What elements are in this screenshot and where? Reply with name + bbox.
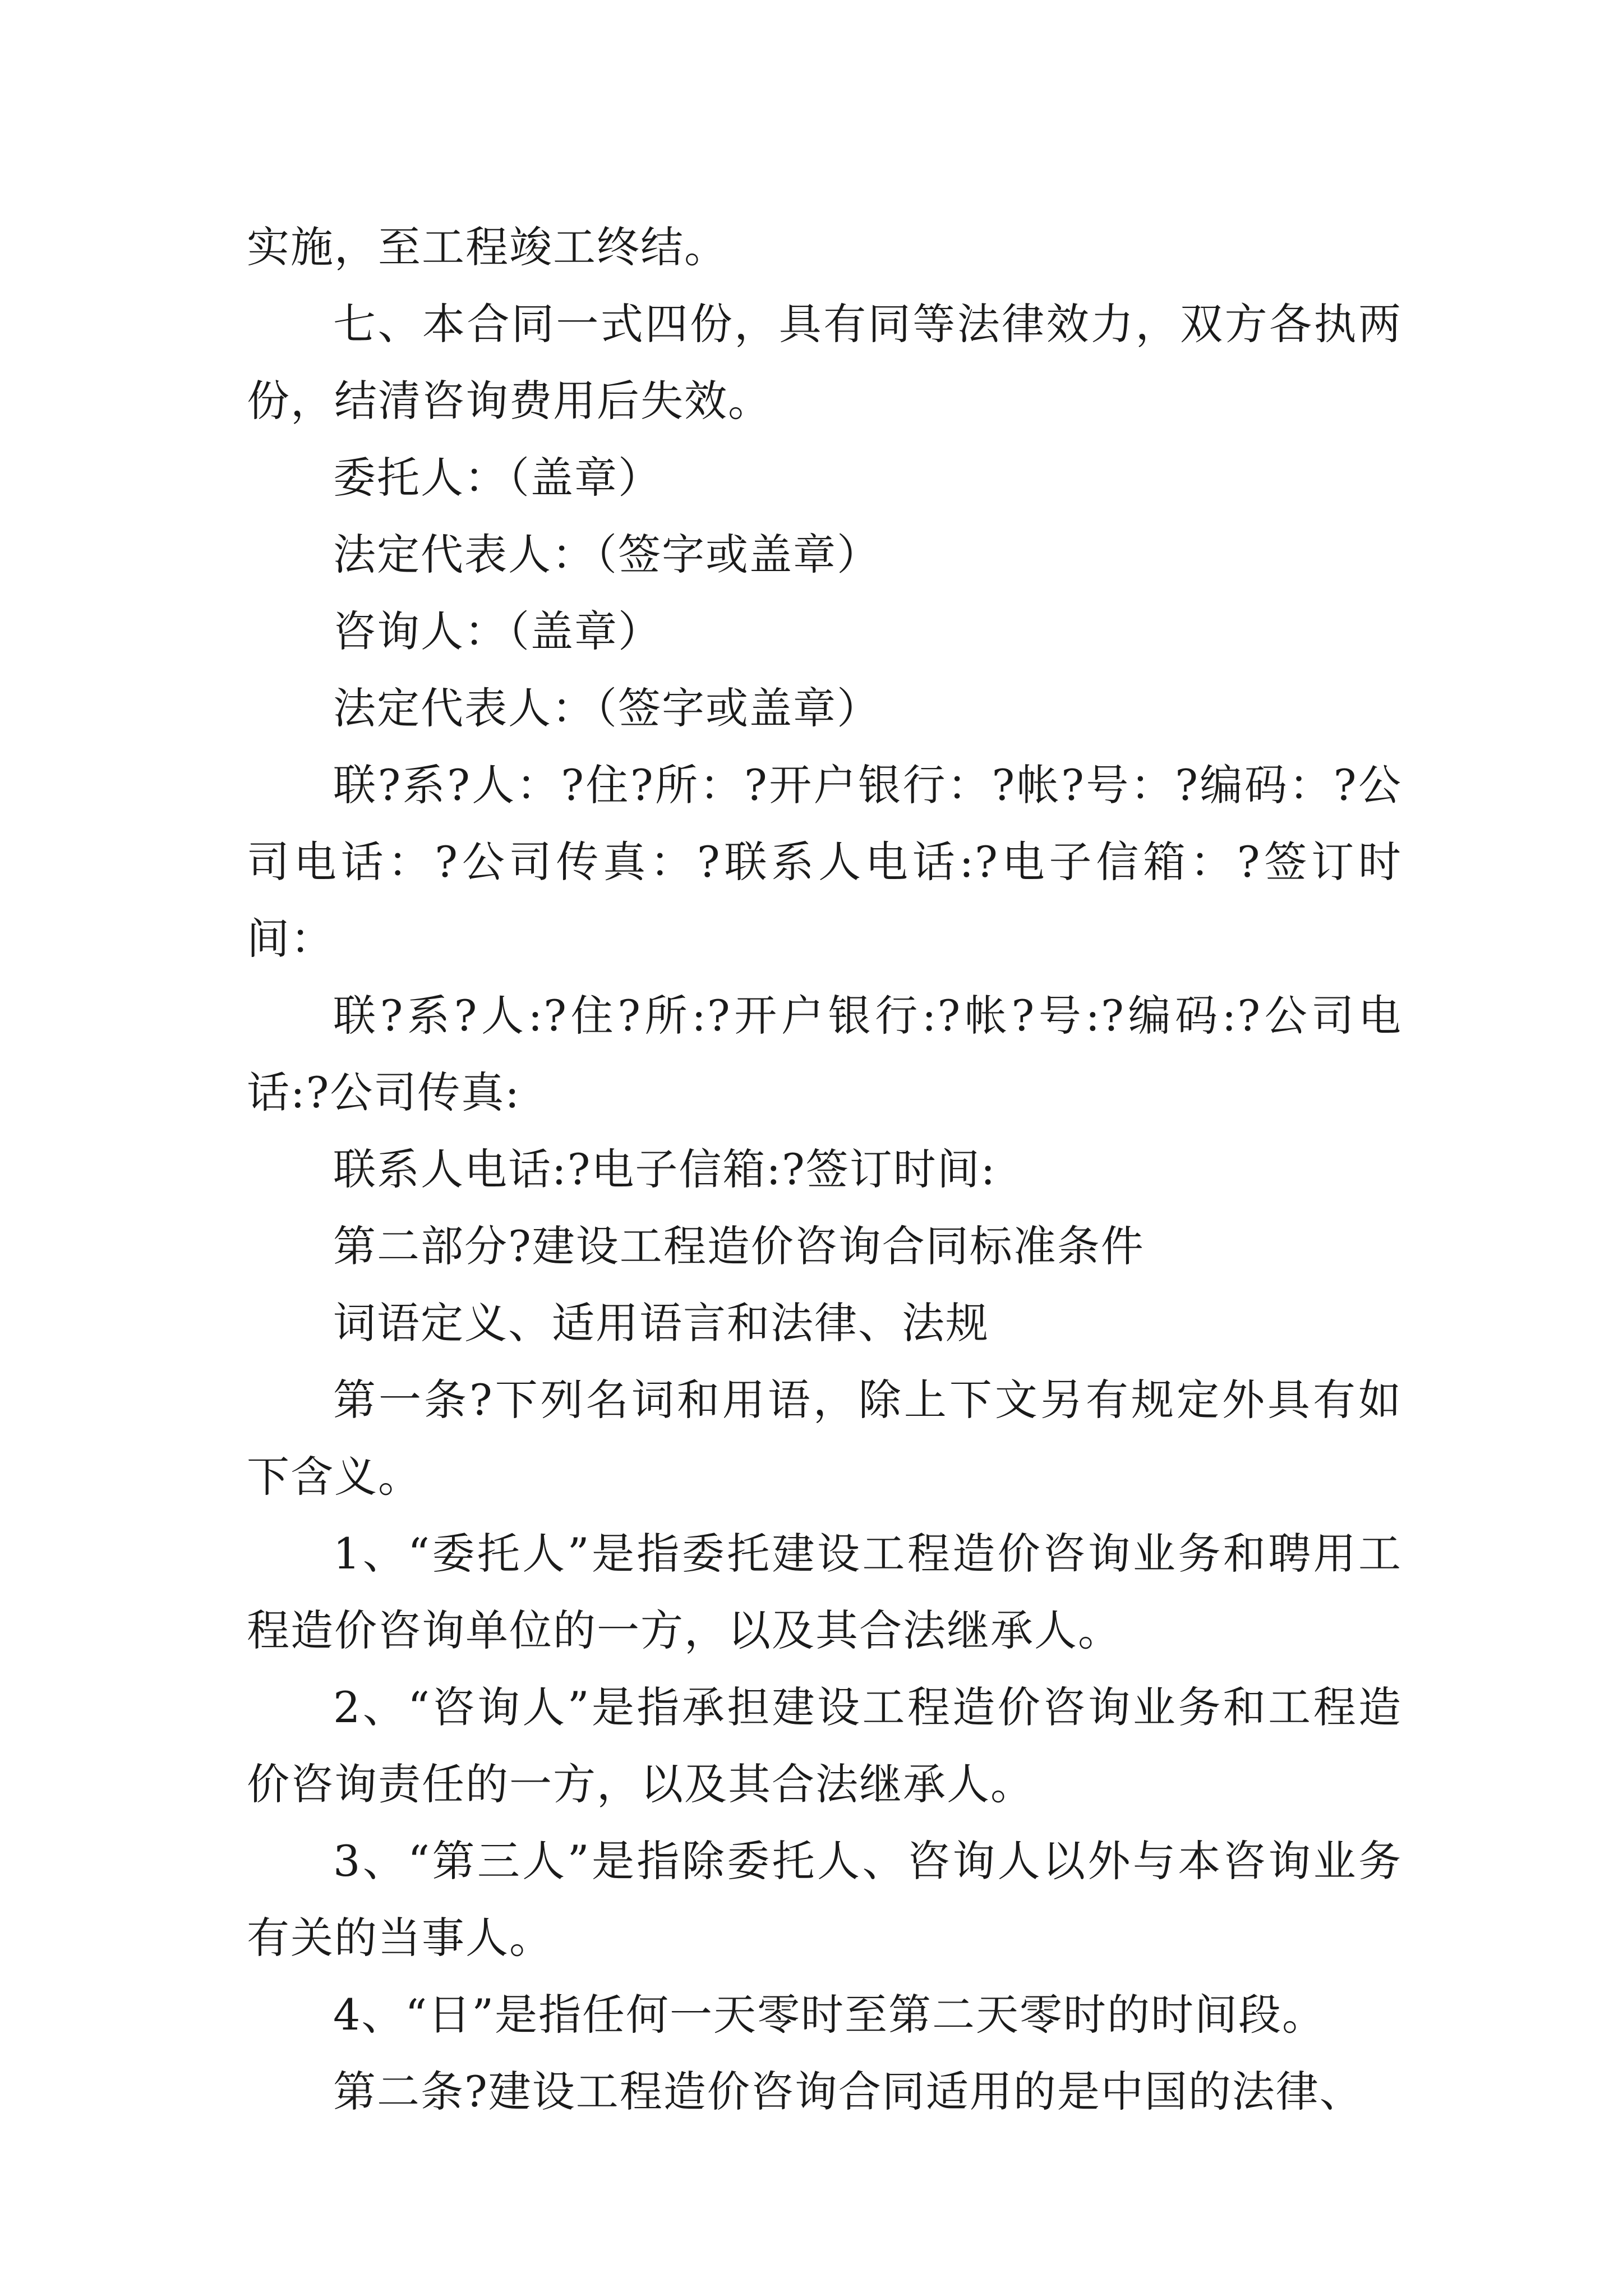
- document-body: [247, 209, 1402, 2130]
- paragraph: 实施，至工程竣工终结。: [247, 222, 728, 272]
- paragraph: 第二部分?建设工程造价咨询合同标准条件: [333, 1221, 1145, 1271]
- paragraph: 委托人：（盖章）: [333, 453, 662, 503]
- paragraph: 第二条?建设工程造价咨询合同适用的是中国的法律、: [333, 2067, 1363, 2116]
- paragraph: 法定代表人：（签字或盖章）: [333, 530, 880, 579]
- paragraph: 七、本合同一式四份，具有同等法律效力，双方各执两份，结清咨询费用后失效。: [247, 299, 1402, 426]
- paragraph: 第一条?下列名词和用语，除上下文另有规定外具有如下含义。: [247, 1375, 1402, 1502]
- paragraph: 法定代表人：（签字或盖章）: [333, 683, 880, 733]
- paragraph: 联?系?人：?住?所：?开户银行：?帐?号：?编码：?公司电话：?公司传真：?联系人电话:?电子信箱：?签订时间：: [247, 760, 1402, 964]
- paragraph: 3、“第三人”是指除委托人、咨询人以外与本咨询业务有关的当事人。: [247, 1836, 1402, 1963]
- paragraph: 4、“日”是指任何一天零时至第二天零时的时间段。: [333, 1990, 1326, 2040]
- paragraph: 词语定义、适用语言和法律、法规: [333, 1298, 989, 1348]
- paragraph: 联?系?人:?住?所:?开户银行:?帐?号:?编码:?公司电话:?公司传真:: [247, 991, 1402, 1117]
- paragraph: 联系人电话:?电子信箱:?签订时间:: [333, 1144, 997, 1194]
- paragraph: 1、“委托人”是指委托建设工程造价咨询业务和聘用工程造价咨询单位的一方，以及其合法继承人。: [247, 1529, 1402, 1655]
- paragraph: 咨询人：（盖章）: [333, 606, 662, 656]
- paragraph: 2、“咨询人”是指承担建设工程造价咨询业务和工程造价咨询责任的一方，以及其合法继承人。: [247, 1682, 1402, 1809]
